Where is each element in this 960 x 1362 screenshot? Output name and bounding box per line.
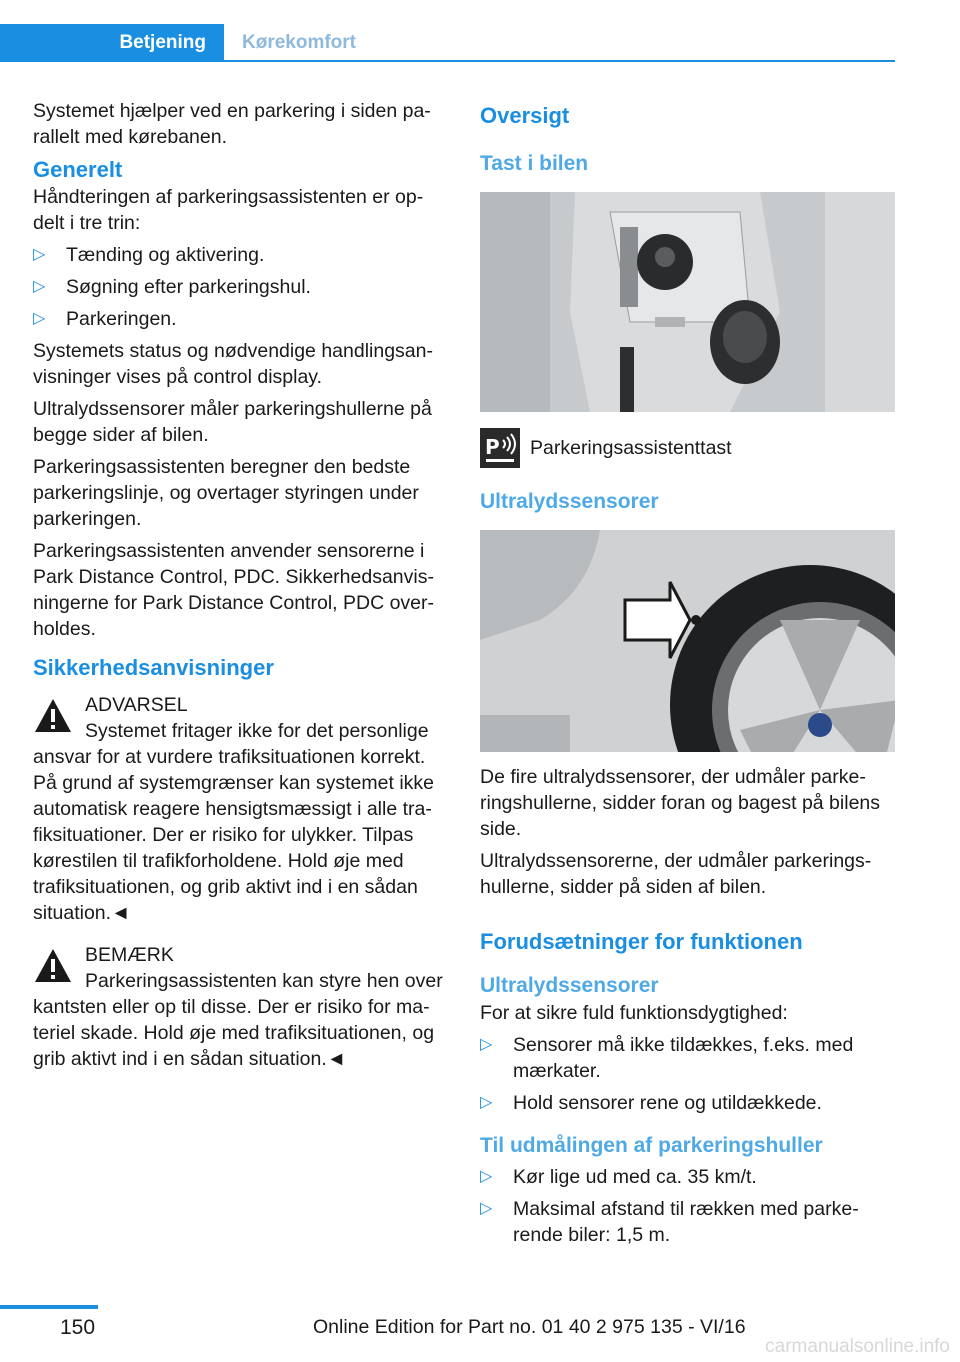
heading-tast: Tast i bilen (480, 152, 589, 175)
warning-triangle-icon (33, 696, 73, 736)
requirements-list (480, 1032, 895, 1116)
edition-footer: Online Edition for Part no. 01 40 2 975 135 - VI/16 (313, 1316, 746, 1338)
caution-notice (33, 942, 448, 1072)
bullet-triangle-icon: ▷ (480, 1168, 493, 1185)
list-item (33, 242, 448, 268)
heading-generelt: Generelt (33, 157, 123, 182)
bullet-triangle-icon: ▷ (33, 278, 46, 295)
warning-title: ADVARSEL (85, 694, 188, 716)
caution-body: kantsten eller op til disse. Der er risiko for materiel skade. Hold øje med trafiksituationen, og grib aktivt ind i en sådan situation.◄ (33, 996, 435, 1070)
heading-ultralyd-2: Ultralydssensorer (480, 974, 659, 997)
bullet-triangle-icon: ▷ (480, 1200, 493, 1217)
center-console-photo (480, 192, 895, 412)
watermark: carmanualsonline.info (765, 1336, 950, 1357)
bullet-triangle-icon: ▷ (33, 246, 46, 263)
header-rule (224, 60, 895, 62)
list-item (33, 306, 448, 332)
generelt-paragraph: Håndteringen af parkeringsassistenten er opdelt i tre trin: (33, 186, 424, 234)
steps-list (33, 242, 448, 332)
center-console-illustration (480, 192, 895, 412)
key-label: Parkeringsassistenttast (530, 437, 732, 459)
sensor-location-photo (480, 530, 895, 752)
parking-assistant-key-row (480, 428, 895, 468)
list-item (480, 1090, 895, 1116)
left-column (33, 98, 448, 1072)
heading-sikkerhed: Sikkerhedsanvisninger (33, 655, 274, 680)
paragraph-pdc: Parkeringsassistenten anvender sensorerne i Park Distance Control, PDC. Sikkerhedsanvisningerne for Park Distance Control, PDC overholdes. (33, 540, 435, 640)
list-item-text: Kør lige ud med ca. 35 km/t. (513, 1166, 757, 1188)
heading-oversigt: Oversigt (480, 103, 570, 128)
list-item (480, 1196, 895, 1248)
list-item-text: Tænding og aktivering. (66, 244, 265, 266)
intro-paragraph: Systemet hjælper ved en parkering i siden parallelt med kørebanen. (33, 100, 431, 148)
list-item-text: Maksimal afstand til rækken med parkerende biler: 1,5 m. (513, 1198, 859, 1246)
bullet-triangle-icon: ▷ (480, 1036, 493, 1053)
paragraph-calculation: Parkeringsassistenten beregner den bedste parkeringslinje, og overtager styringen under parkeringen. (33, 456, 419, 530)
sensor-location-illustration (480, 530, 895, 752)
heading-ultralyd: Ultralydssensorer (480, 490, 659, 513)
header-bar (0, 0, 895, 62)
list-item (480, 1032, 895, 1084)
bullet-triangle-icon: ▷ (480, 1094, 493, 1111)
list-item-text: Parkeringen. (66, 308, 177, 330)
right-column (480, 98, 895, 1254)
list-item (480, 1164, 895, 1190)
heading-udmaaling: Til udmålingen af parkeringshuller (480, 1134, 823, 1157)
paragraph-ultra-1: De fire ultralydssensorer, der udmåler parkeringshullerne, sidder foran og bagest på bilens side. (480, 766, 881, 840)
measurement-list (480, 1164, 895, 1248)
warning-triangle-icon (33, 946, 73, 986)
warning-body: ansvar for at vurdere trafiksituationen korrekt. På grund af systemgrænser kan systemet ikke automatisk reagere hensigtsmæssigt i alle trafiksituationer. Der er risiko for ulykker. Tilpas kørestilen til trafikforholdene. Hold øje med trafiksituationen, og grib aktivt ind i en sådan situation.◄ (33, 746, 434, 924)
paragraph-status: Systemets status og nødvendige handlingsanvisninger vises på control display. (33, 340, 433, 388)
heading-forudsaetninger: Forudsætninger for funktionen (480, 929, 803, 954)
tab-betjening[interactable]: Betjening (0, 24, 224, 62)
page-number: 150 (60, 1316, 96, 1339)
list-item (33, 274, 448, 300)
bullet-triangle-icon: ▷ (33, 310, 46, 327)
paragraph-ultra-2: Ultralydssensorerne, der udmåler parkeringshullerne, sidder på siden af bilen. (480, 850, 872, 898)
caution-first-line: Parkeringsassistenten kan styre hen over (85, 970, 443, 992)
list-item-text: Søgning efter parkeringshul. (66, 276, 311, 298)
svg-text:P: P (485, 435, 500, 459)
caution-title: BEMÆRK (85, 944, 174, 966)
paragraph-sensors: Ultralydssensorer måler parkeringshullerne på begge sider af bilen. (33, 398, 432, 446)
list-item-text: Sensorer må ikke tildækkes, f.eks. med mærkater. (513, 1034, 854, 1082)
parking-assistant-key-icon (480, 428, 520, 468)
list-item-text: Hold sensorer rene og utildækkede. (513, 1092, 822, 1114)
paragraph-forud: For at sikre fuld funktionsdygtighed: (480, 1002, 788, 1024)
warning-notice (33, 692, 448, 926)
footer-rule (0, 1305, 98, 1309)
warning-first-line: Systemet fritager ikke for det personlige (85, 720, 429, 742)
tab-korekomfort[interactable]: Kørekomfort (242, 32, 357, 53)
